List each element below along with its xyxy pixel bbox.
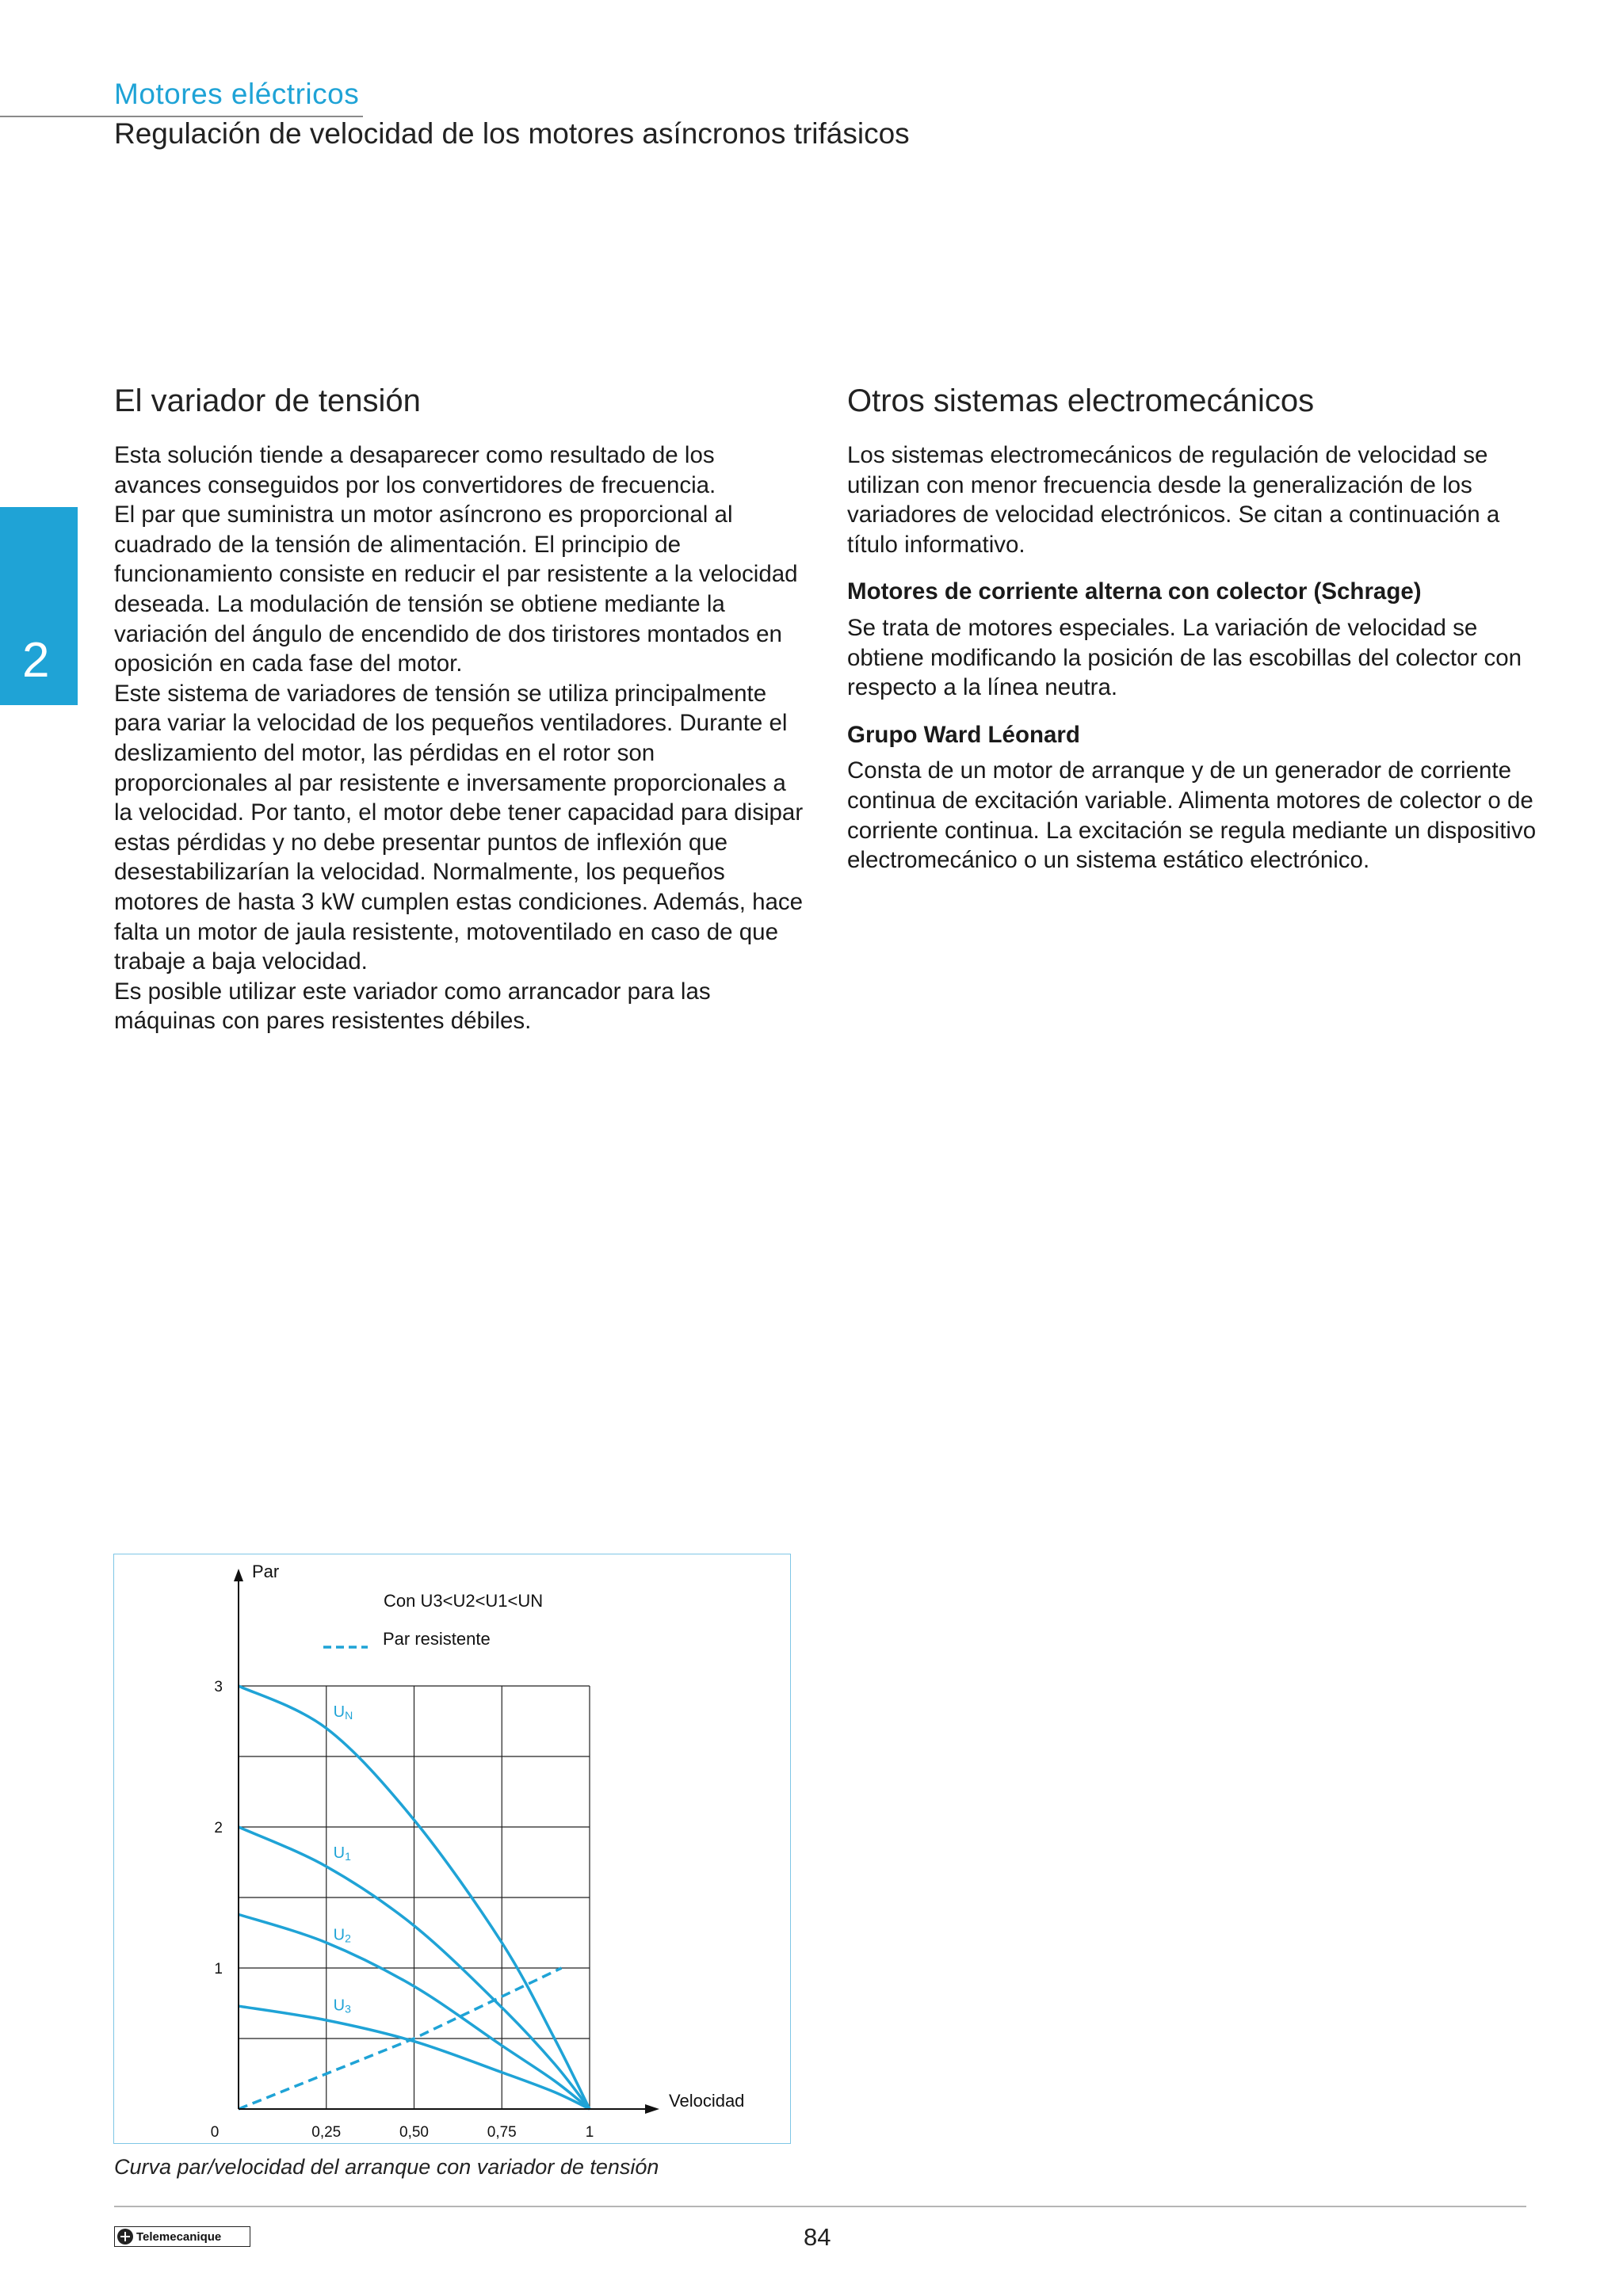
- figure-caption: Curva par/velocidad del arranque con variador de tensión: [114, 2155, 659, 2179]
- series-label-un: UN: [333, 1703, 353, 1722]
- left-column: [114, 382, 804, 1036]
- x-tick-label: 0,25: [311, 2124, 342, 2141]
- legend-label: Par resistente: [383, 1629, 491, 1649]
- series-label-u2: U2: [333, 1926, 351, 1945]
- x-tick-label: 1: [585, 2124, 594, 2141]
- left-paragraph-2: El par que suministra un motor asíncrono es proporcional al cuadrado de la tensión de alimentación. El principio de funcionamiento consiste en reducir el par resistente a la velocidad deseada. La modulación de tensión se obtiene mediante la variación del ángulo de encendido de dos tiristores montados en oposición en cada fase del motor.: [114, 502, 798, 677]
- y-tick-label: 2: [214, 1820, 223, 1836]
- section-title: Motores eléctricos: [114, 78, 360, 110]
- page-number: 84: [804, 2223, 831, 2251]
- chart-annotation: Con U3<U2<U1<UN: [384, 1591, 544, 1611]
- chapter-number: 2: [22, 633, 50, 688]
- right-intro: Los sistemas electromecánicos de regulación de velocidad se utilizan con menor frecuencia desde la generalización de los variadores de velocidad electrónicos. Se citan a continuación a título informativo.: [847, 442, 1500, 558]
- chapter-tab: [0, 507, 78, 705]
- chart-frame: [113, 1554, 791, 2144]
- right-heading: Otros sistemas electromecánicos: [847, 383, 1315, 418]
- page-subtitle: Regulación de velocidad de los motores asíncronos trifásicos: [114, 117, 910, 150]
- left-paragraph-4: Es posible utilizar este variador como arrancador para las máquinas con pares resistentes débiles.: [114, 978, 711, 1035]
- left-heading: El variador de tensión: [114, 383, 421, 418]
- y-tick-label: 1: [214, 1961, 223, 1978]
- left-paragraph-3: Este sistema de variadores de tensión se utiliza principalmente para variar la velocidad de los pequeños ventiladores. Durante el deslizamiento del motor, las pérdidas en el rotor son proporcionales al par resistente e inversamente proporcionales a la velocidad. Por tanto, el motor debe tener capacidad para disipar estas pérdidas y no debe presentar puntos de inflexión que desestabilizarían la velocidad. Normalmente, los pequeños motores de hasta 3 kW cumplen estas condiciones. Además, hace falta un motor de jaula resistente, motoventilado en caso de que trabaje a baja velocidad.: [114, 680, 804, 975]
- left-paragraph-1: Esta solución tiende a desaparecer como resultado de los avances conseguidos por los convertidores de frecuencia.: [114, 442, 716, 498]
- y-axis-label: Par: [252, 1562, 280, 1581]
- x-tick-label: 0,50: [399, 2124, 429, 2141]
- schrage-text: Se trata de motores especiales. La variación de velocidad se obtiene modificando la posición de las escobillas del colector con respecto a la línea neutra.: [847, 614, 1522, 701]
- x-axis-arrow-icon: [645, 2104, 659, 2114]
- ward-leonard-heading: Grupo Ward Léonard: [847, 721, 1080, 748]
- series-label-u3: U3: [333, 1997, 351, 2016]
- right-column: [847, 382, 1537, 875]
- y-tick-label: 3: [214, 1679, 223, 1695]
- logo-text: Telemecanique: [136, 2229, 222, 2244]
- torque-speed-chart: [114, 1554, 789, 2142]
- x-tick-label: 0,75: [487, 2124, 517, 2141]
- footer-divider: [114, 2206, 1526, 2207]
- ward-leonard-text: Consta de un motor de arranque y de un generador de corriente continua de excitación variable. Alimenta motores de colector o de corriente continua. La excitación se regula mediante un dispositivo electromecánico o un sistema estático electrónico.: [847, 757, 1537, 874]
- y-axis-arrow-icon: [234, 1569, 243, 1581]
- telemecanique-logo-icon: [117, 2229, 133, 2245]
- schrage-heading: Motores de corriente alterna con colector (Schrage): [847, 578, 1422, 605]
- series-label-u1: U1: [333, 1844, 351, 1863]
- publisher-logo: [114, 2226, 250, 2247]
- x-tick-label: 0: [210, 2124, 220, 2141]
- x-axis-label: Velocidad: [669, 2091, 745, 2111]
